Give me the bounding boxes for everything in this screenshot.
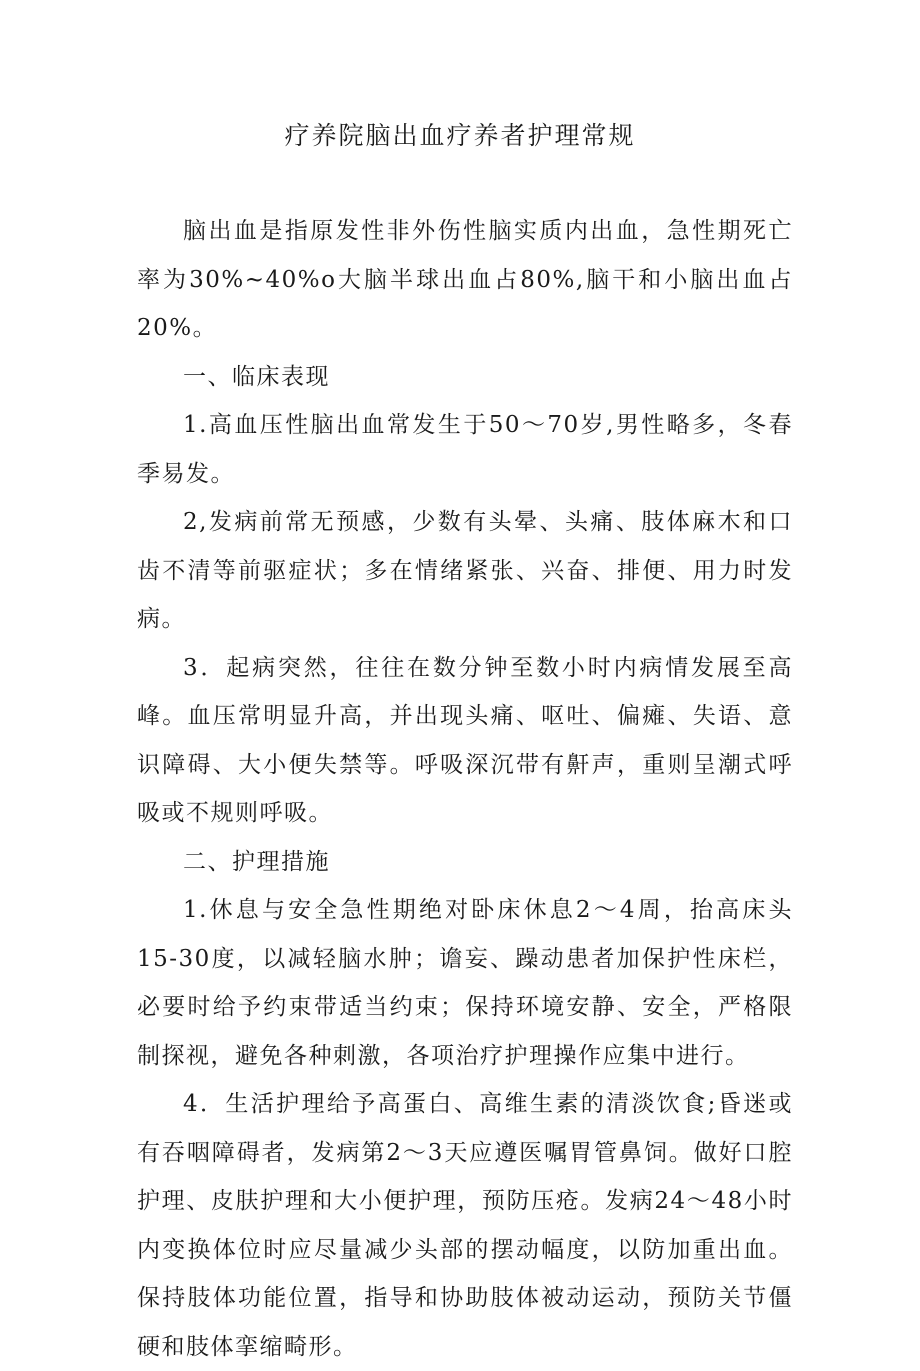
section-heading-clinical: 一、临床表现 xyxy=(183,363,330,390)
clinical-item-3: 3．起病突然，往往在数分钟至数小时内病情发展至高峰。血压常明显升高，并出现头痛、呕吐、偏瘫、失语、意识障碍、大小便失禁等。呼吸深沉带有鼾声，重则呈潮式呼吸或不规则呼吸。 xyxy=(137,654,793,826)
section-heading-nursing: 二、护理措施 xyxy=(183,848,330,875)
nursing-item-1: 1.休息与安全急性期绝对卧床休息2～4周，抬高床头15-30度，以减轻脑水肿；谵妄、躁动患者加保护性床栏，必要时给予约束带适当约束；保持环境安静、安全，严格限制探视，避免各种刺激，各项治疗护理操作应集中进行。 xyxy=(137,897,793,1069)
intro-paragraph: 脑出血是指原发性非外伤性脑实质内出血，急性期死亡率为30%~40%o大脑半球出血占80%,脑干和小脑出血占20%。 xyxy=(137,218,793,341)
document-body xyxy=(137,207,793,1371)
clinical-item-1: 1.高血压性脑出血常发生于50～70岁,男性略多，冬春季易发。 xyxy=(137,412,793,487)
nursing-item-4: 4．生活护理给予高蛋白、高维生素的清淡饮食;昏迷或有吞咽障碍者，发病第2～3天应遵医嘱胃管鼻饲。做好口腔护理、皮肤护理和大小便护理，预防压疮。发病24～48小时内变换体位时应尽量减少头部的摆动幅度，以防加重出血。保持肢体功能位置，指导和协助肢体被动运动，预防关节僵硬和肢体挛缩畸形。 xyxy=(137,1091,793,1360)
clinical-item-2: 2,发病前常无预感，少数有头晕、头痛、肢体麻木和口齿不清等前驱症状；多在情绪紧张、兴奋、排便、用力时发病。 xyxy=(137,509,793,632)
document-title: 疗养院脑出血疗养者护理常规 xyxy=(284,121,636,150)
